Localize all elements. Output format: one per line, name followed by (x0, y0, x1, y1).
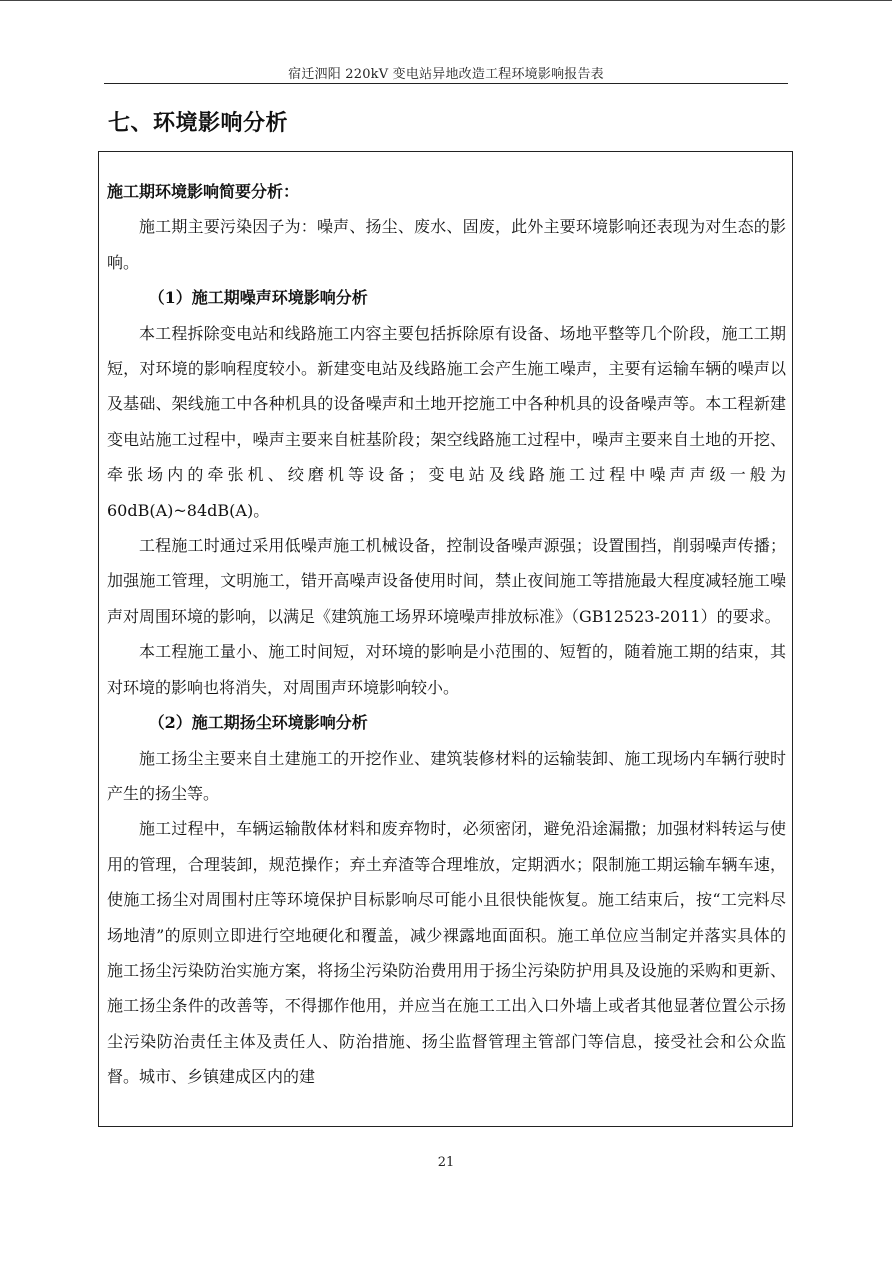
section-title: 七、环境影响分析 (108, 110, 289, 136)
noise-analysis-heading: （1）施工期噪声环境影响分析 (148, 288, 368, 308)
document-header: 宿迁泗阳 220kV 变电站异地改造工程环境影响报告表 (288, 67, 604, 82)
dust-analysis-heading: （2）施工期扬尘环境影响分析 (148, 713, 368, 733)
construction-impact-heading: 施工期环境影响简要分析： (107, 182, 300, 201)
dust-paragraph-2: 施工过程中，车辆运输散体材料和废弃物时，必须密闭，避免沿途漏撒；加强材料转运与使用的管理，合理装卸，规范操作；弃土弃渣等合理堆放，定期洒水；限制施工期运输车辆车速，使施工扬尘对周围村庄等环境保护目标影响尽可能小且很快能恢复。施工结束后，按“工完料尽场地清”的原则立即进行空地硬化和覆盖，减少裸露地面面积。施工单位应当制定并落实具体的施工扬尘污染防治实施方案，将扬尘污染防治费用用于扬尘污染防护用具及设施的采购和更新、施工扬尘条件的改善等，不得挪作他用，并应当在施工工出入口外墙上或者其他显著位置公示扬尘污染防治责任主体及责任人、防治措施、扬尘监督管理主管部门等信息，接受社会和公众监督。城市、乡镇建成区内的建 (107, 819, 786, 1087)
page-number: 21 (437, 1155, 455, 1170)
intro-paragraph: 施工期主要污染因子为：噪声、扬尘、废水、固废，此外主要环境影响还表现为对生态的影响。 (107, 217, 786, 272)
top-border-line (0, 0, 892, 1)
noise-paragraph-1: 本工程拆除变电站和线路施工内容主要包括拆除原有设备、场地平整等几个阶段，施工工期短，对环境的影响程度较小。新建变电站及线路施工会产生施工噪声，主要有运输车辆的噪声以及基础、架线施工中各种机具的设备噪声和土地开挖施工中各种机具的设备噪声等。本工程新建变电站施工过程中，噪声主要来自桩基阶段；架空线路施工过程中，噪声主要来自土地的开挖、牵张场内的牵张机、绞磨机等设备；变电站及线路施工过程中噪声声级一般为 60dB(A)~84dB(A)。 (107, 323, 786, 520)
content-body (107, 174, 786, 1095)
dust-paragraph-1: 施工扬尘主要来自土建施工的开挖作业、建筑装修材料的运输装卸、施工现场内车辆行驶时产生的扬尘等。 (107, 748, 786, 803)
noise-paragraph-3: 本工程施工量小、施工时间短，对环境的影响是小范围的、短暂的，随着施工期的结束，其对环境的影响也将消失，对周围声环境影响较小。 (107, 642, 786, 697)
header-divider (104, 83, 788, 84)
content-frame (98, 151, 793, 1127)
noise-paragraph-2: 工程施工时通过采用低噪声施工机械设备，控制设备噪声源强；设置围挡，削弱噪声传播；加强施工管理，文明施工，错开高噪声设备使用时间，禁止夜间施工等措施最大程度减轻施工噪声对周围环境的影响，以满足《建筑施工场界环境噪声排放标准》（GB12523-2011）的要求。 (107, 536, 786, 626)
